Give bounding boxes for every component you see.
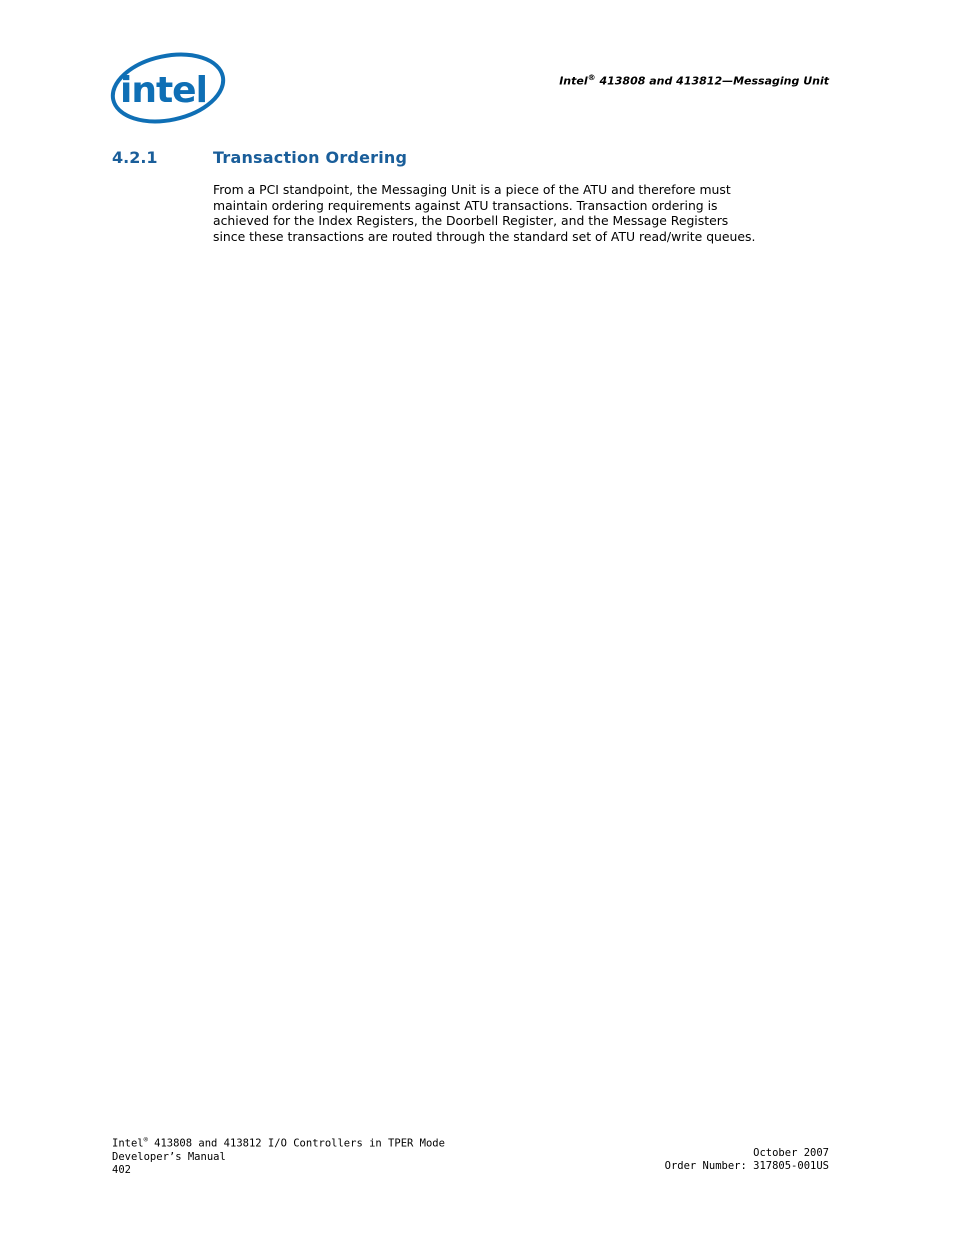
- section-body: [213, 182, 833, 244]
- section-title: Transaction Ordering: [213, 148, 408, 167]
- intel-logo: [108, 50, 228, 128]
- running-head-brand: Intel: [559, 74, 588, 88]
- running-head-title: 413808 and 413812—Messaging Unit: [595, 74, 829, 88]
- footer-left: [112, 1134, 445, 1177]
- page-number: 402: [112, 1163, 131, 1176]
- section-number: 4.2.1: [112, 148, 158, 167]
- footer-order-number: Order Number: 317805-001US: [664, 1160, 829, 1172]
- body-line: From a PCI standpoint, the Messaging Unit is a piece of the ATU and therefore must: [213, 182, 731, 197]
- running-head: [559, 73, 829, 88]
- body-line: since these transactions are routed through the standard set of ATU read/write queues.: [213, 228, 756, 244]
- footer-manual: Developer’s Manual: [112, 1150, 226, 1163]
- footer-date: October 2007: [753, 1147, 829, 1159]
- body-line: maintain ordering requirements against ATU transactions. Transaction ordering is: [213, 197, 718, 213]
- footer-right: [665, 1147, 829, 1173]
- footer-brand: Intel: [112, 1137, 144, 1150]
- body-line: achieved for the Index Registers, the Doorbell Register, and the Message Registers: [213, 213, 729, 229]
- registered-mark: ®: [587, 73, 596, 82]
- svg-text:intel: intel: [120, 70, 207, 111]
- footer-doc-title: [112, 1134, 445, 1151]
- registered-mark: ®: [143, 1136, 148, 1144]
- footer-title-rest: 413808 and 413812 I/O Controllers in TPER Mode: [147, 1137, 445, 1150]
